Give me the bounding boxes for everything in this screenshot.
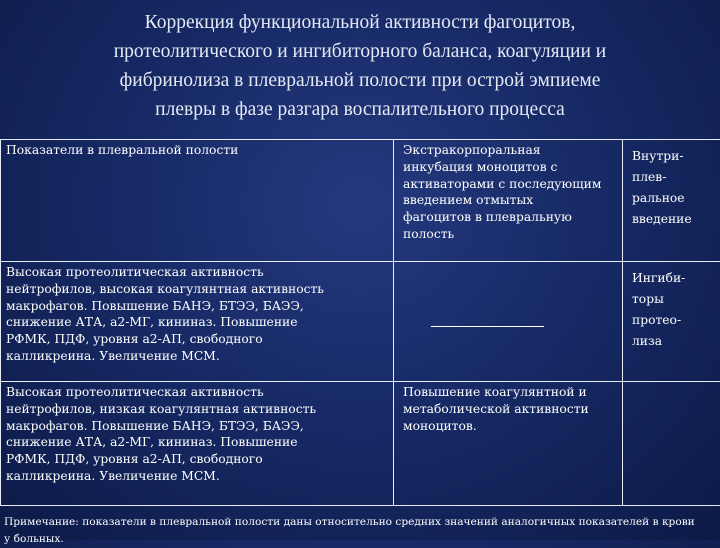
- row2-indicators-cell: [1, 382, 394, 506]
- cell-line: РФМК, ПДФ, уровня а2-АП, свободного: [6, 451, 389, 468]
- cell-line: полость: [403, 226, 618, 243]
- cell-line: калликреина. Увеличение МСМ.: [6, 348, 389, 365]
- cell-line: фагоцитов в плевральную: [403, 209, 618, 226]
- cell-line: Ингиби-: [632, 268, 716, 289]
- cell-line: протео-: [632, 310, 716, 331]
- row1-extracorporeal-cell: [394, 262, 623, 382]
- cell-line: макрофагов. Повышение БАНЭ, БТЭЭ, БАЭЭ,: [6, 298, 389, 315]
- footnote-line: у больных.: [4, 531, 716, 548]
- cell-line: Высокая протеолитическая активность: [6, 384, 389, 401]
- cell-line: Повышение коагулянтной и: [403, 384, 618, 401]
- slide-title: [40, 8, 680, 124]
- empty-dash-line: [431, 326, 544, 327]
- cell-line: Экстракорпоральная: [403, 142, 618, 159]
- cell-line: введение: [632, 209, 716, 230]
- cell-line: лиза: [632, 331, 716, 352]
- table-row: [1, 382, 720, 506]
- cell-text: Показатели в плевральной полости: [6, 142, 389, 159]
- cell-line: снижение АТА, а2-МГ, кининаз. Повышение: [6, 434, 389, 451]
- title-line: фибринолиза в плевральной полости при острой эмпиеме: [40, 66, 680, 95]
- header-cell-extracorporeal: [394, 140, 623, 262]
- header-cell-intrapleural: [623, 140, 720, 262]
- cell-line: плев-: [632, 167, 716, 188]
- data-table: [0, 139, 720, 506]
- cell-line: Высокая протеолитическая активность: [6, 264, 389, 281]
- footnote-line: Примечание: показатели в плевральной полости даны относительно средних значений аналогичных показателей в крови: [4, 514, 716, 531]
- table-header-row: [1, 140, 720, 262]
- cell-line: моноцитов.: [403, 418, 618, 435]
- cell-line: ральное: [632, 188, 716, 209]
- cell-line: нейтрофилов, высокая коагулянтная активность: [6, 281, 389, 298]
- title-line: протеолитического и ингибиторного баланса, коагуляции и: [40, 37, 680, 66]
- footnote: [4, 514, 716, 548]
- row2-intrapleural-cell: [623, 382, 720, 506]
- title-line: Коррекция функциональной активности фагоцитов,: [40, 8, 680, 37]
- cell-line: торы: [632, 289, 716, 310]
- cell-line: введением отмытых: [403, 192, 618, 209]
- row2-extracorporeal-cell: [394, 382, 623, 506]
- table-row: [1, 262, 720, 382]
- cell-line: РФМК, ПДФ, уровня а2-АП, свободного: [6, 331, 389, 348]
- cell-line: макрофагов. Повышение БАНЭ, БТЭЭ, БАЭЭ,: [6, 418, 389, 435]
- cell-line: Внутри-: [632, 146, 716, 167]
- header-cell-indicators: [1, 140, 394, 262]
- cell-line: калликреина. Увеличение МСМ.: [6, 468, 389, 485]
- cell-line: метаболической активности: [403, 401, 618, 418]
- row1-intrapleural-cell: [623, 262, 720, 382]
- cell-line: снижение АТА, а2-МГ, кининаз. Повышение: [6, 314, 389, 331]
- cell-line: инкубация моноцитов с: [403, 159, 618, 176]
- cell-line: активаторами с последующим: [403, 176, 618, 193]
- title-line: плевры в фазе разгара воспалительного процесса: [40, 95, 680, 124]
- row1-indicators-cell: [1, 262, 394, 382]
- cell-line: нейтрофилов, низкая коагулянтная активность: [6, 401, 389, 418]
